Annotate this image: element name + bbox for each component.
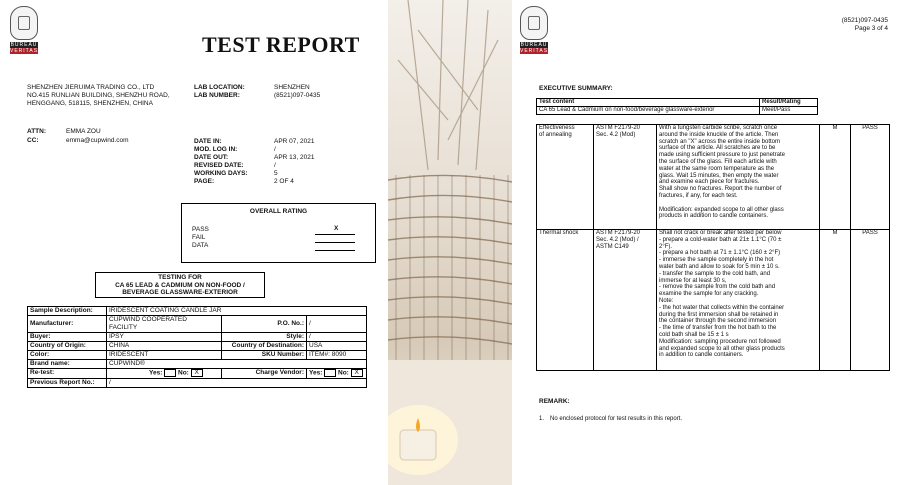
retest-options: Yes: No: X (107, 369, 222, 379)
lab-number-value: (8521)097-0435 (274, 92, 321, 99)
background-photo (388, 0, 512, 485)
sample-info-table: Sample Description: IRIDESCENT COATING CANDLE JAR Manufacturer: CUPWIND COOPERATED FACILITY P.O. No.: / Buyer: IPSY Style: / Country of Origin: CHINA Country of Destination: USA Color: IRIDESCENT SKU Number: ITEM#: 8090 Brand name: CUPWIND® Re-test: Yes: No: X Charge Vendor: Yes: No: X Previous Report No.: / (27, 306, 367, 388)
table-row: Thermal shock ASTM F2179-20 Sec. 4.2 (Mod) / ASTM C149 Shall not crack or break after tested per below - prepare a cold-water bath at 21± 1.1°C (70 ± 2°F). - prepare a hot bath at 71 ± 1.1°C (160 ± 2°F) - immerse the sample completely in the hot water bath and allow to soak for 5 min ± 10 s. - transfer the sample to the cold bath, and immerse for at least 30 s, - remove the sample from the cold bath and examine the sample for any cracking. Note: - the hot water that collects within the container during the first immersion shall be retained in the container through the second immersion - the time of transfer from the hot bath to the cold bath shall be 15 ± 1 s Modification: sampling procedure not followed and expanded scope to all other glass products in addition to candle containers. M PASS (537, 230, 890, 371)
table-row: Effectiveness of annealing ASTM F2179-20 Sec. 4.2 (Mod) With a tungsten carbide scribe, scratch once around the inside knuckle of the article. Then scratch an "X" across the entire inside bottom surface of the article. All scratches are to be made using sufficient pressure to just penetrate the surface of the glass. Fill each article with water at the same room temperature as the glass. Wait 15 minutes, then empty the water and examine each piece for fractures. Shall show no fractures. Report the number of fractures, if any, for each test. Modification: expanded scope to all other glass products in addition to candle containers. M PASS (537, 125, 890, 230)
report-page-2 (0, 0, 388, 485)
pass-line (315, 234, 355, 235)
cc-email[interactable]: emma@cupwind.com (66, 137, 129, 144)
report-title: TEST REPORT (202, 32, 360, 57)
overall-rating-box: OVERALL RATING PASS FAIL DATA X (181, 203, 376, 263)
fail-line (315, 242, 355, 243)
cc-label: CC: (27, 137, 39, 144)
wicker-candle-photo (388, 0, 512, 485)
bureau-veritas-logo-page3: BUREAU VERITAS (520, 6, 548, 54)
lab-location-label: LAB LOCATION: (194, 84, 245, 91)
executive-summary-title: EXECUTIVE SUMMARY: (539, 85, 613, 92)
remark-number: 1. (539, 416, 545, 422)
lab-location-value: SHENZHEN (274, 84, 310, 91)
seal-icon (520, 6, 548, 40)
company-address: SHENZHEN JIERUIMA TRADING CO., LTD NO.415 RUNLIAN BUILDING, SHENZHU ROAD, HENGGANG, 518115, SHENZHEN, CHINA (27, 84, 170, 107)
attn-label: ATTN: (27, 128, 47, 135)
lab-number-label: LAB NUMBER: (194, 92, 240, 99)
charge-vendor-options: Yes: No: X (307, 369, 367, 379)
page-header: (8521)097-0435 Page 3 of 4 (841, 17, 888, 32)
pass-mark: X (334, 225, 339, 232)
seal-icon (10, 6, 38, 40)
bureau-veritas-logo: BUREAU VERITAS (10, 6, 38, 54)
remark-title: REMARK: (539, 398, 570, 405)
data-line (315, 250, 355, 251)
summary-table: Test content Result/Rating CA 65 Lead & Cadmium on non-food/beverage glassware-exterior Meet/Pass (536, 98, 818, 115)
report-page-3 (512, 0, 900, 485)
remark-text: No enclosed protocol for test results in this report. (550, 416, 683, 422)
attn-value: EMMA ZOU (66, 128, 101, 135)
executive-summary-table (536, 124, 890, 371)
testing-for-box: TESTING FOR CA 65 LEAD & CADMIUM ON NON-FOOD / BEVERAGE GLASSWARE-EXTERIOR (95, 272, 265, 298)
dates-block: DATE IN: APR 07, 2021 MOD. LOG IN: / DATE OUT: APR 13, 2021 REVISED DATE: / WORKING DAYS: 5 PAGE: 2 OF 4 (194, 138, 315, 185)
